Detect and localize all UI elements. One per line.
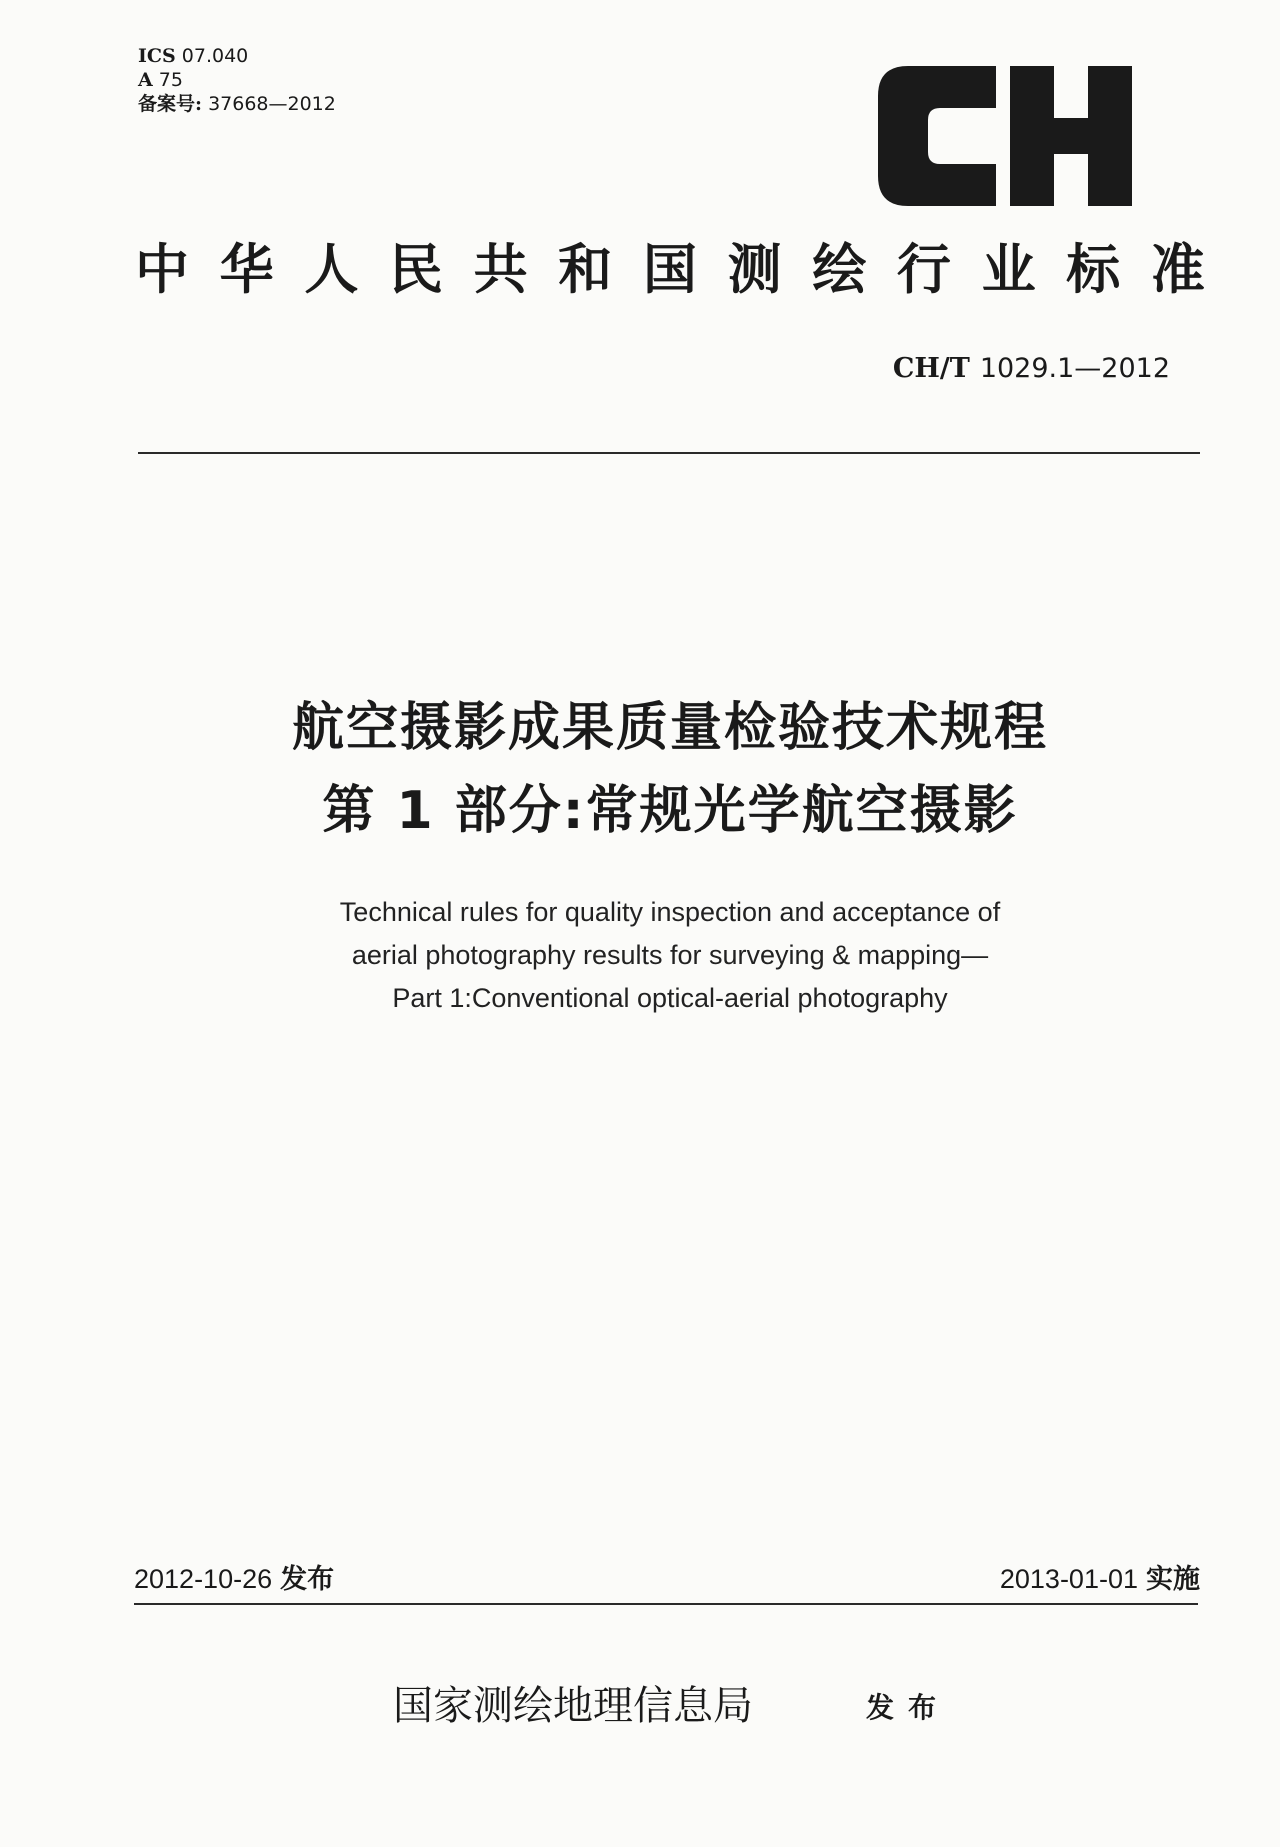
title-char: 标 (1066, 238, 1121, 301)
publisher-word: 发布 (866, 1691, 951, 1724)
document-title-en-line2: aerial photography results for surveying & mapping— (351, 940, 989, 970)
ccs-label: A (138, 69, 153, 91)
issue-date (134, 1562, 334, 1597)
ics-label: ICS (138, 45, 176, 67)
title-char: 业 (981, 238, 1036, 301)
title-char: 绘 (812, 238, 867, 301)
document-title-en-line3: Part 1:Conventional optical-aerial photography (392, 983, 948, 1013)
filing-label: 备案号: (138, 93, 203, 115)
title-char: 国 (642, 238, 697, 301)
title-char: 和 (558, 238, 613, 301)
filing-value: 37668—2012 (208, 93, 336, 115)
publisher-name: 国家测绘地理信息局 (393, 1683, 753, 1729)
ics-code (138, 44, 248, 68)
ccs-value: 75 (158, 69, 183, 91)
document-title-cn-line2: 第 1 部分:常规光学航空摄影 (322, 781, 1018, 841)
standard-number-prefix: CH/T (892, 353, 970, 384)
title-char: 共 (473, 238, 528, 301)
document-title-cn-line1: 航空摄影成果质量检验技术规程 (291, 698, 1048, 758)
effective-date (1000, 1562, 1200, 1597)
footer-divider (134, 1603, 1198, 1605)
standard-category-title (135, 238, 1205, 302)
title-char: 民 (388, 238, 443, 301)
standard-number-value: 1029.1—2012 (979, 353, 1170, 384)
effective-word: 实施 (1146, 1564, 1200, 1595)
ccs-code (138, 68, 183, 92)
title-char: 华 (219, 238, 274, 301)
title-char: 人 (304, 238, 359, 301)
ch-logo (878, 66, 1132, 206)
filing-number (138, 92, 336, 116)
standard-number (893, 352, 1170, 386)
document-title-en-line1: Technical rules for quality inspection and acceptance of (339, 897, 1001, 927)
title-char: 准 (1150, 238, 1205, 301)
issue-word: 发布 (280, 1564, 335, 1595)
title-char: 中 (135, 238, 189, 301)
issue-date-value: 2012-10-26 (134, 1564, 273, 1594)
ics-value: 07.040 (181, 45, 249, 67)
title-char: 行 (896, 238, 951, 301)
header-divider (138, 452, 1200, 454)
effective-date-value: 2013-01-01 (999, 1564, 1138, 1594)
title-char: 测 (727, 238, 782, 301)
